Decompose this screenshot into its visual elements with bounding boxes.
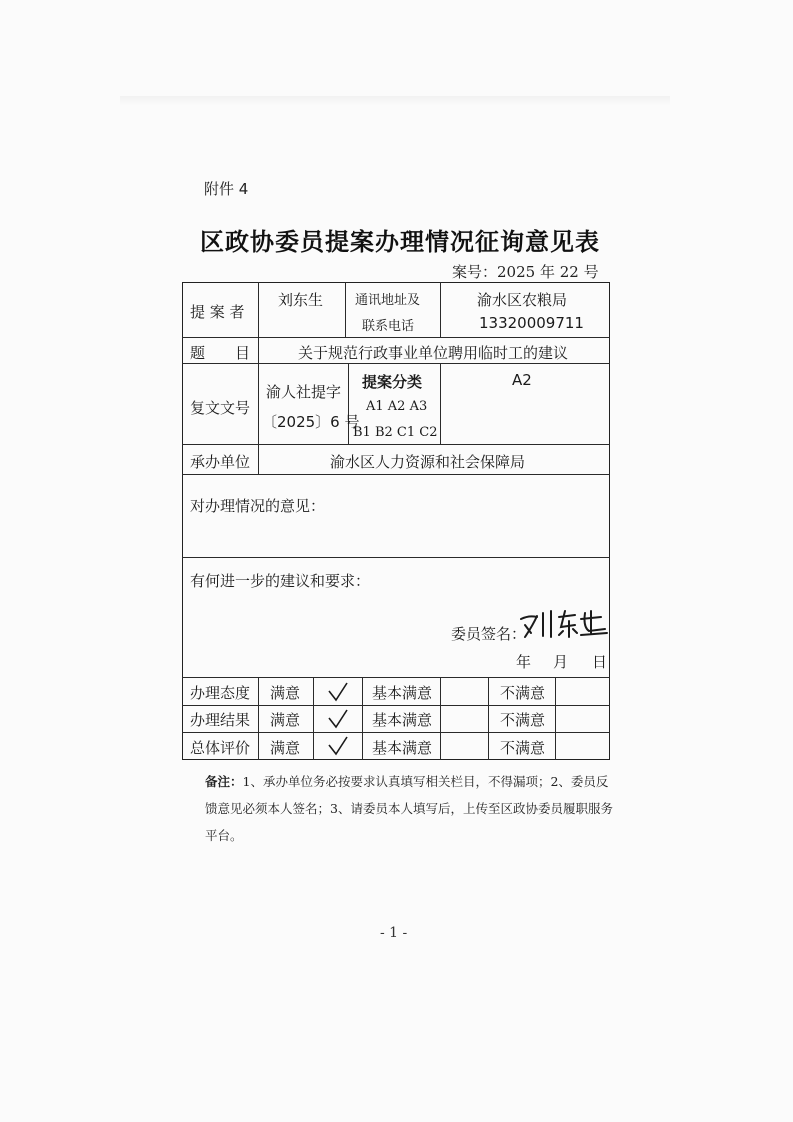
row-divider [182,732,610,733]
rating-label: 办理结果 [190,711,251,729]
page-number: - 1 - [380,925,408,941]
row-divider [182,474,610,475]
checkmark-icon [326,707,350,731]
handling-unit-label: 承办单位 [190,453,251,471]
opinion-label: 对办理情况的意见： [190,497,326,515]
rating-option: 基本满意 [372,684,433,702]
rating-option: 满意 [270,711,301,729]
checkmark-icon [326,734,350,758]
col-divider [440,363,441,444]
form-title: 区政协委员提案办理情况征询意见表 [200,227,600,256]
notes-text: 1、承办单位务必按要求认真填写相关栏目，不得漏项；2、委员反馈意见必须本人签名；3、请委员本人填写后，上传至区政协委员履职服务平台。 [205,774,613,843]
subject-label: 题 目 [190,344,251,362]
reply-label: 复文文号 [190,399,251,417]
col-divider [345,282,346,337]
date-year: 年 [516,653,532,671]
rating-option: 满意 [270,739,301,757]
proposer-name: 刘东生 [278,291,324,309]
row-divider [182,705,610,706]
category-options-line1: A1 A2 A3 [366,399,428,414]
rating-option: 不满意 [500,684,546,702]
proposer-address: 渝水区农粮局 [477,291,568,309]
proposer-label: 提 案 者 [190,303,245,321]
row-divider [182,557,610,558]
rating-option: 基本满意 [372,739,433,757]
rating-option: 不满意 [500,711,546,729]
contact-label-line1: 通讯地址及 [355,293,421,308]
col-divider [440,282,441,337]
col-divider [488,677,489,760]
rating-option: 不满意 [500,739,546,757]
reply-doc-no-line1: 渝人社提字 [266,383,342,401]
row-divider [182,444,610,445]
notes-prefix: 备注： [205,774,243,789]
checkmark-icon [326,680,350,704]
rating-option: 基本满意 [372,711,433,729]
notes [205,768,620,849]
contact-label-line2: 联系电话 [362,319,415,334]
col-divider [555,677,556,760]
date-month: 月 [553,653,569,671]
suggestion-label: 有何进一步的建议和要求： [190,572,371,590]
proposer-phone: 13320009711 [479,314,584,332]
case-number: 案号：2025 年 22 号 [452,263,599,281]
scan-shadow [120,96,670,106]
category-value: A2 [512,371,532,389]
date-day: 日 [592,653,608,671]
subject-value: 关于规范行政事业单位聘用临时工的建议 [298,344,569,362]
handwritten-signature [515,603,610,643]
row-divider [182,677,610,678]
row-divider [182,337,610,338]
category-options-line2: B1 B2 C1 C2 [353,425,438,440]
rating-option: 满意 [270,684,301,702]
handling-unit-value: 渝水区人力资源和社会保障局 [330,453,526,471]
col-divider [362,677,363,760]
rating-label: 总体评价 [190,739,251,757]
attachment-label: 附件 4 [204,180,249,198]
category-label: 提案分类 [362,373,423,391]
col-divider [258,677,259,760]
col-divider [440,677,441,760]
col-divider [313,677,314,760]
row-divider [182,363,610,364]
signature-label: 委员签名： [451,625,527,643]
rating-label: 办理态度 [190,684,251,702]
reply-doc-no-line2: 〔2025〕6 号 [262,413,360,431]
col-divider [258,282,259,474]
